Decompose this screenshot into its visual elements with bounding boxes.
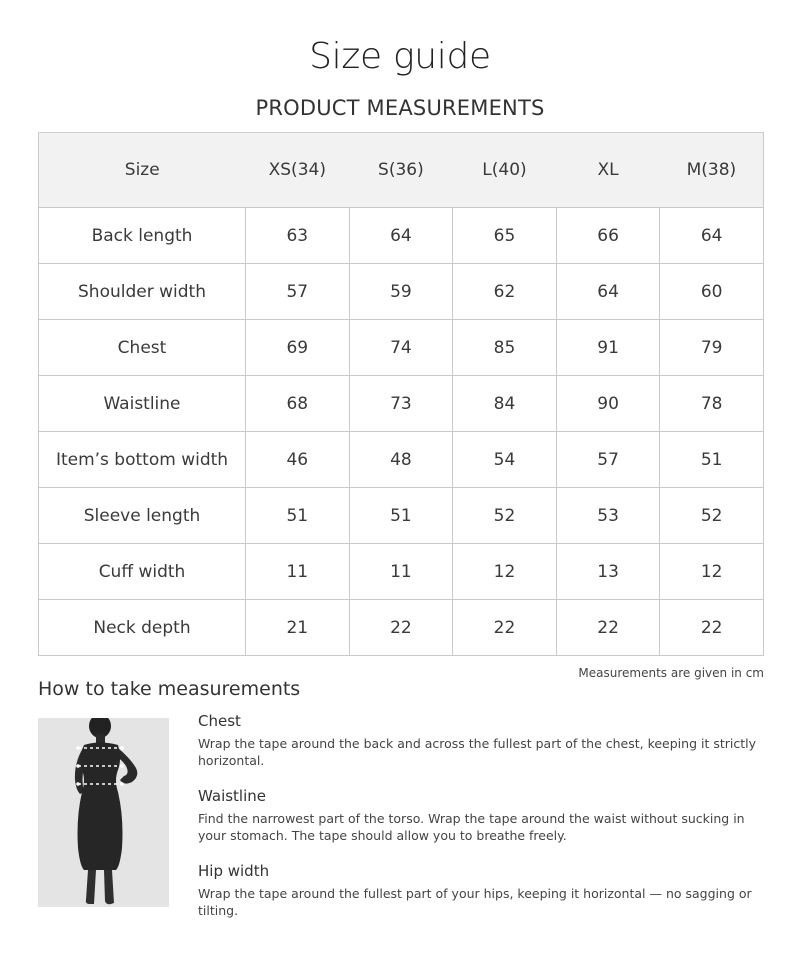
row-label: Waistline [39,376,246,432]
table-cell: 54 [453,432,557,488]
row-label: Neck depth [39,600,246,656]
mannequin-figure-icon [38,718,169,907]
step-title: Hip width [198,862,270,880]
table-cell: 64 [349,208,453,264]
table-cell: 22 [556,600,660,656]
column-header: XL [556,133,660,208]
step-title: Waistline [198,787,266,805]
step-waistline [198,787,768,844]
table-row [39,264,764,320]
table-cell: 60 [660,264,764,320]
table-row [39,376,764,432]
table-row [39,320,764,376]
table-cell: 74 [349,320,453,376]
column-header: Size [39,133,246,208]
step-text: Find the narrowest part of the torso. Wrap the tape around the waist without sucking in your stomach. The tape should allow you to breathe freely. [198,811,745,843]
measurement-steps [198,712,768,937]
row-label: Back length [39,208,246,264]
column-header: L(40) [453,133,557,208]
table-cell: 64 [660,208,764,264]
table-cell: 68 [246,376,350,432]
table-cell: 51 [246,488,350,544]
table-row [39,432,764,488]
table-row [39,488,764,544]
table-cell: 78 [660,376,764,432]
table-cell: 90 [556,376,660,432]
table-row [39,208,764,264]
row-label: Cuff width [39,544,246,600]
howto-heading: How to take measurements [38,678,301,700]
table-cell: 22 [453,600,557,656]
step-text: Wrap the tape around the back and across the fullest part of the chest, keeping it strictly horizontal. [198,736,757,768]
table-cell: 52 [453,488,557,544]
table-row [39,544,764,600]
size-table [38,132,764,656]
table-header-row [39,133,764,208]
table-cell: 57 [246,264,350,320]
table-cell: 51 [660,432,764,488]
units-note: Measurements are given in cm [578,666,764,680]
table-cell: 51 [349,488,453,544]
table-cell: 53 [556,488,660,544]
table-cell: 69 [246,320,350,376]
table-cell: 12 [660,544,764,600]
step-text: Wrap the tape around the fullest part of your hips, keeping it horizontal — no sagging or tilting. [198,886,752,918]
table-cell: 22 [349,600,453,656]
table-cell: 22 [660,600,764,656]
column-header: XS(34) [246,133,350,208]
step-hip-width [198,862,768,919]
page-title: Size guide [309,36,491,77]
table-cell: 62 [453,264,557,320]
table-cell: 73 [349,376,453,432]
column-header: M(38) [660,133,764,208]
table-cell: 63 [246,208,350,264]
table-cell: 91 [556,320,660,376]
table-cell: 79 [660,320,764,376]
table-cell: 11 [349,544,453,600]
table-cell: 85 [453,320,557,376]
table-cell: 13 [556,544,660,600]
table-cell: 12 [453,544,557,600]
table-cell: 48 [349,432,453,488]
table-cell: 46 [246,432,350,488]
table-cell: 57 [556,432,660,488]
row-label: Chest [39,320,246,376]
column-header: S(36) [349,133,453,208]
table-cell: 21 [246,600,350,656]
table-row [39,600,764,656]
table-cell: 84 [453,376,557,432]
table-cell: 66 [556,208,660,264]
step-chest [198,712,768,769]
table-cell: 65 [453,208,557,264]
row-label: Item’s bottom width [39,432,246,488]
table-cell: 11 [246,544,350,600]
page-subtitle: PRODUCT MEASUREMENTS [255,96,545,120]
row-label: Sleeve length [39,488,246,544]
table-cell: 59 [349,264,453,320]
step-title: Chest [198,712,241,730]
table-cell: 64 [556,264,660,320]
row-label: Shoulder width [39,264,246,320]
table-cell: 52 [660,488,764,544]
